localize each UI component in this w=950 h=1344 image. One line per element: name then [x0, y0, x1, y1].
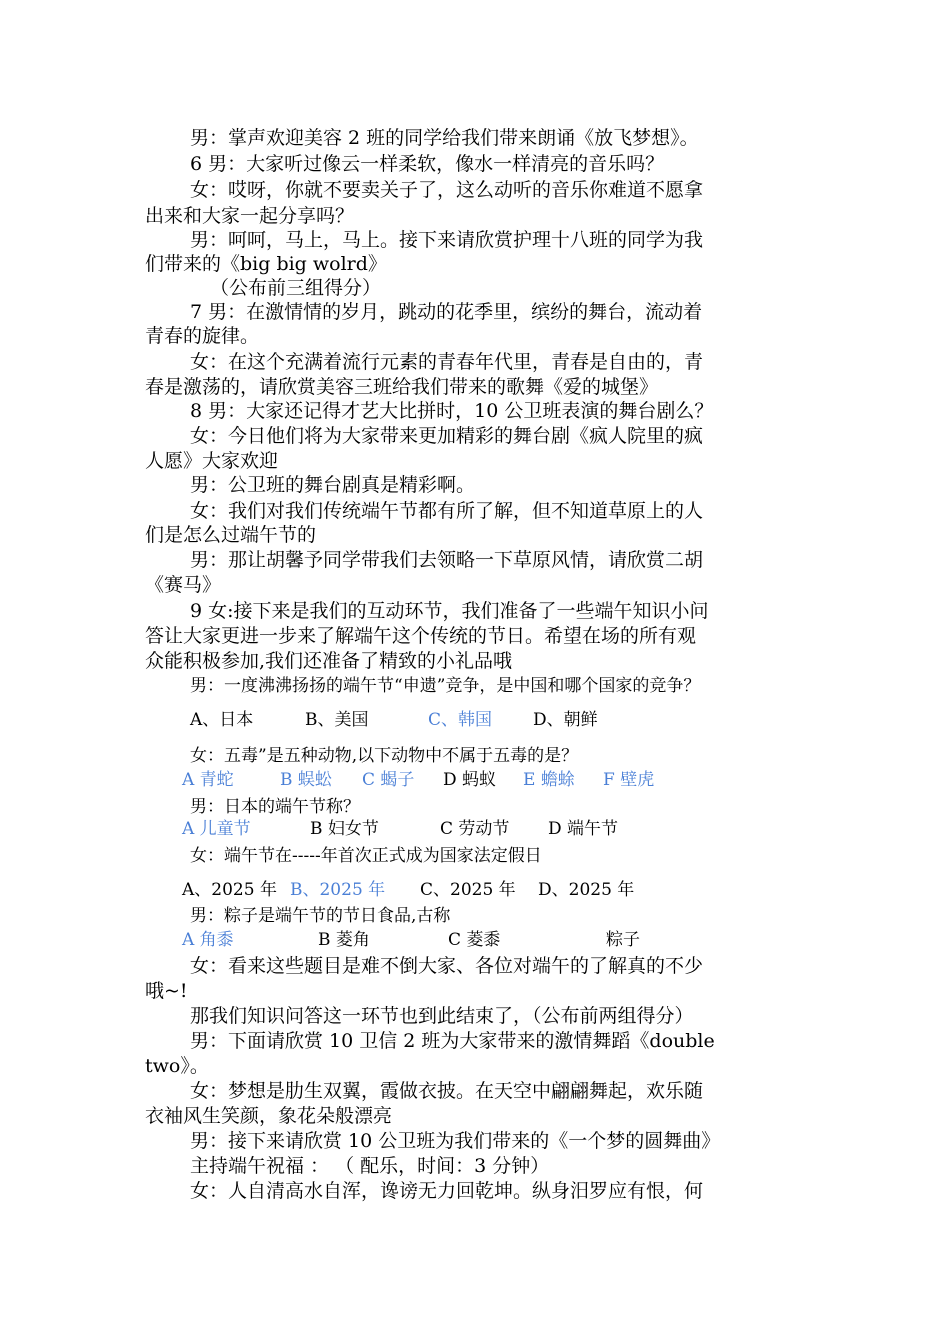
quiz-option: D、朝鲜	[533, 710, 598, 730]
quiz-option: B、美国	[305, 710, 369, 730]
quiz-option: A、2025 年	[182, 880, 277, 900]
quiz-option-answer: C、韩国	[428, 710, 493, 730]
script-line: 众能积极参加,我们还准备了精致的小礼品哦	[145, 650, 513, 672]
script-line: 9 女:接下来是我们的互动环节，我们准备了一些端午知识小问	[190, 600, 709, 622]
quiz-option-answer: A 儿童节	[182, 819, 251, 839]
script-line: 衣袖风生笑颜，象花朵般漂亮	[145, 1105, 393, 1127]
script-line: 6 男：大家听过像云一样柔软，像水一样清亮的音乐吗？	[190, 153, 665, 175]
script-line: 们带来的《big big wolrd》	[145, 253, 387, 275]
script-line: 男：那让胡馨予同学带我们去领略一下草原风情，请欣赏二胡	[190, 549, 704, 571]
quiz-option: A、日本	[190, 710, 254, 730]
script-line: 春是激荡的，请欣赏美容三班给我们带来的歌舞《爱的城堡》	[145, 376, 659, 398]
quiz-option: 粽子	[606, 930, 640, 950]
script-line: 《赛马》	[145, 574, 222, 596]
quiz-option-answer: B 蜈蚣	[280, 770, 332, 790]
script-line: 们是怎么过端午节的	[145, 524, 317, 546]
quiz-option-answer: F 壁虎	[603, 770, 655, 790]
quiz-option-answer: A 角黍	[182, 930, 234, 950]
quiz-question: 女：端午节在-----年首次正式成为国家法定假日	[190, 846, 542, 866]
script-line: 男：下面请欣赏 10 卫信 2 班为大家带来的激情舞蹈《double	[190, 1030, 715, 1052]
script-line: 青春的旋律。	[145, 325, 260, 347]
quiz-option: D 蚂蚁	[443, 770, 497, 790]
script-line: 女：人自清高水自浑，谗谤无力回乾坤。纵身汨罗应有恨，何	[190, 1180, 704, 1202]
script-line: 女：哎呀，你就不要卖关子了，这么动听的音乐你难道不愿拿	[190, 179, 704, 201]
quiz-question: 男：粽子是端午节的节日食品,古称	[190, 906, 451, 926]
script-line: two》。	[145, 1055, 209, 1077]
quiz-option: B 菱角	[318, 930, 370, 950]
quiz-question: 女：五毒”是五种动物,以下动物中不属于五毒的是？	[190, 746, 579, 766]
script-line: 8 男：大家还记得才艺大比拼时，10 公卫班表演的舞台剧么？	[190, 400, 714, 422]
script-line: 人愿》大家欢迎	[145, 450, 279, 472]
quiz-option-answer: E 蟾蜍	[523, 770, 575, 790]
script-line: 女：看来这些题目是难不倒大家、各位对端午的了解真的不少	[190, 955, 704, 977]
quiz-option-answer: A 青蛇	[182, 770, 234, 790]
script-line: 哦~!	[145, 980, 188, 1002]
script-line: 男：接下来请欣赏 10 公卫班为我们带来的《一个梦的圆舞曲》	[190, 1130, 721, 1152]
quiz-option-answer: C 蝎子	[362, 770, 415, 790]
script-line: 男：呵呵，马上，马上。接下来请欣赏护理十八班的同学为我	[190, 229, 704, 251]
quiz-option: D 端午节	[548, 819, 619, 839]
quiz-option: C 劳动节	[440, 819, 510, 839]
quiz-option: C、2025 年	[420, 880, 516, 900]
script-line: 主持端午祝福 ： （ 配乐，时间：3 分钟）	[190, 1155, 550, 1177]
quiz-question: 男：一度沸沸扬扬的端午节“申遗”竞争，是中国和哪个国家的竞争？	[190, 676, 701, 696]
script-line: 女：今日他们将为大家带来更加精彩的舞台剧《疯人院里的疯	[190, 425, 704, 447]
quiz-option: D、2025 年	[538, 880, 635, 900]
quiz-option: C 菱黍	[448, 930, 501, 950]
quiz-question: 男：日本的端午节称？	[190, 797, 360, 817]
script-line: 出来和大家一起分享吗？	[145, 205, 355, 227]
script-line: 男：公卫班的舞台剧真是精彩啊。	[190, 474, 476, 496]
quiz-option: B 妇女节	[310, 819, 379, 839]
script-line: 女：在这个充满着流行元素的青春年代里，青春是自由的，青	[190, 351, 704, 373]
script-line: 那我们知识问答这一环节也到此结束了，（公布前两组得分）	[190, 1005, 694, 1027]
script-line: 女：我们对我们传统端午节都有所了解，但不知道草原上的人	[190, 500, 704, 522]
quiz-option-answer: B、2025 年	[290, 880, 386, 900]
script-line: （公布前三组得分）	[210, 277, 382, 299]
script-line: 女：梦想是肋生双翼，霞做衣披。在天空中翩翩舞起，欢乐随	[190, 1080, 704, 1102]
script-line: 男：掌声欢迎美容 2 班的同学给我们带来朗诵《放飞梦想》。	[190, 127, 699, 149]
script-line: 7 男：在激情情的岁月，跳动的花季里，缤纷的舞台，流动着	[190, 301, 703, 323]
script-line: 答让大家更进一步来了解端午这个传统的节日。希望在场的所有观	[145, 625, 697, 647]
